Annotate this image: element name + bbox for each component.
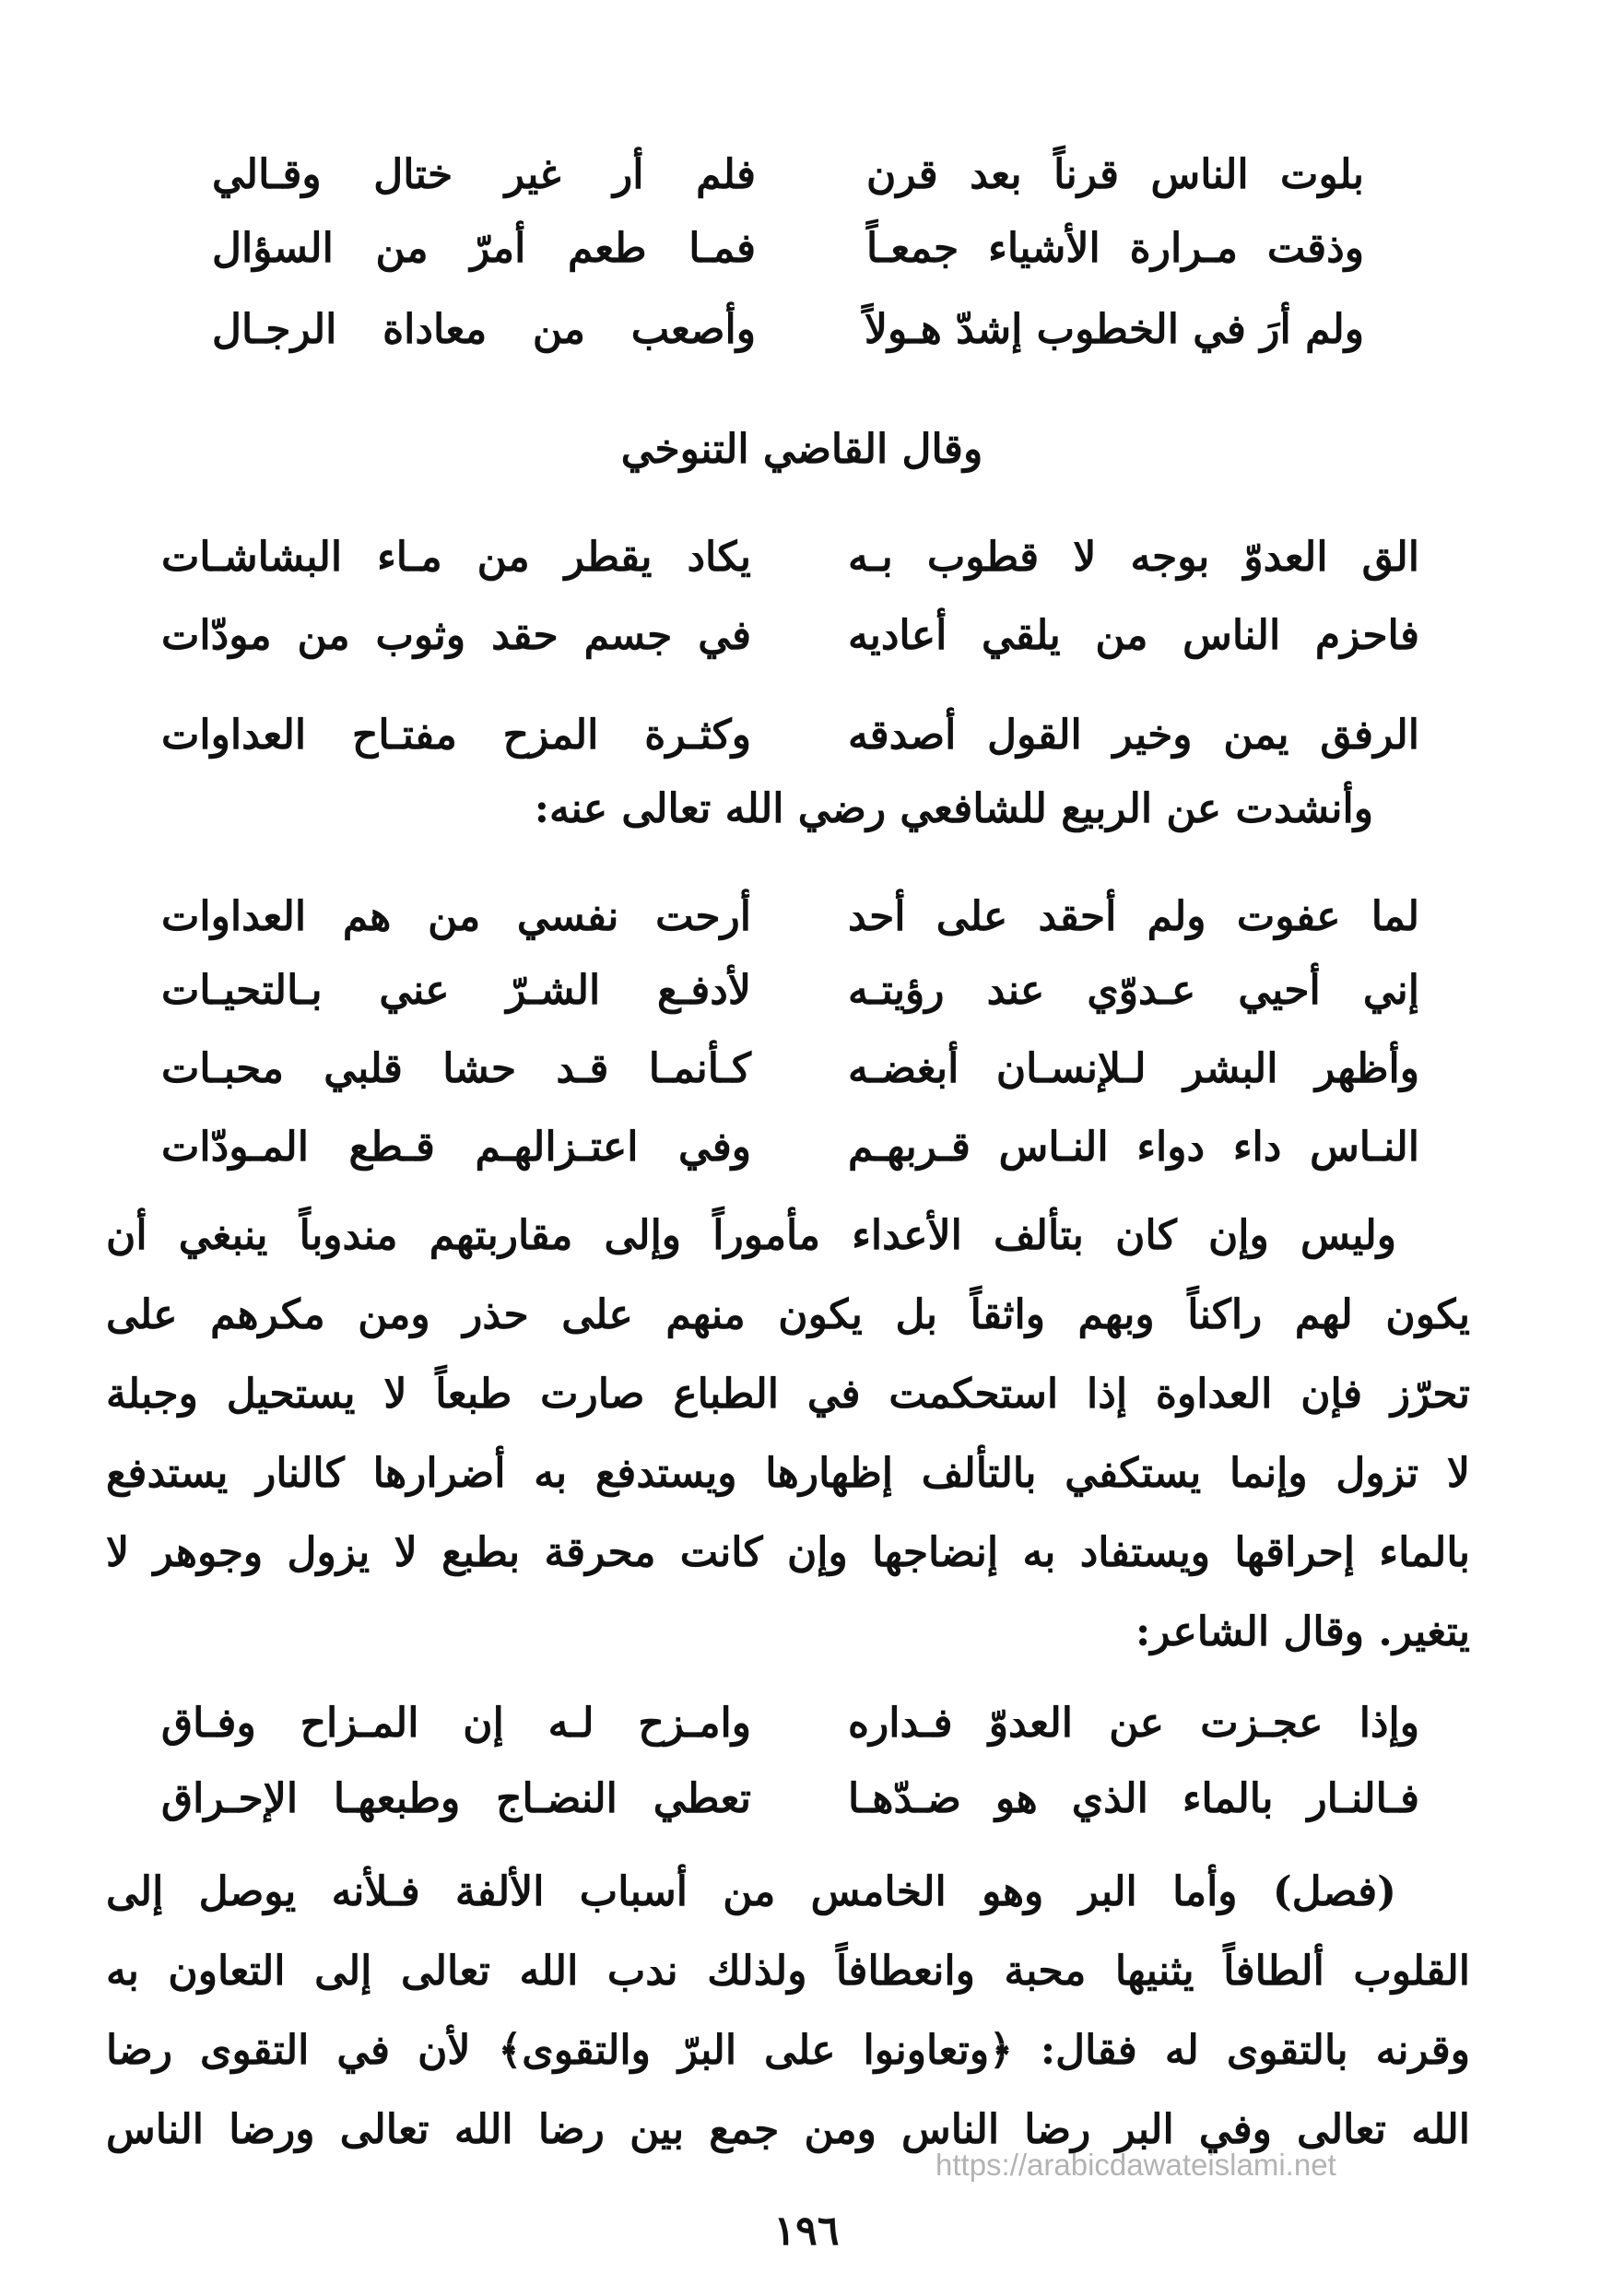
verse-second-hemistich: كـأنمـا قـد حشا قلبي محبـات — [161, 1045, 751, 1092]
verse-first-hemistich: الق العدوّ بوجه لا قطوب بـه — [848, 534, 1419, 581]
verse-second-hemistich: فمـا طعم أمرّ من السؤال — [212, 225, 756, 272]
paragraph-line: يتغير. وقال الشاعر: — [1135, 1608, 1470, 1655]
verse-second-hemistich: لأدفـع الشـرّ عني بـالتحيـات — [161, 967, 751, 1014]
paragraph-line: (فصل) وأما البر وهو الخامس من أسباب الألفة فـلأنه يوصل إلى — [106, 1868, 1396, 1915]
poem-verse — [212, 293, 1364, 367]
poem-verse — [161, 954, 1419, 1028]
verse-first-hemistich: ولم أرَ في الخطوب إشدّ هـولاً — [864, 306, 1364, 353]
poem-verse — [161, 880, 1419, 954]
verse-second-hemistich: وامـزح لـه إن المـزاح وفـاق — [161, 1700, 751, 1747]
poem-verse — [161, 521, 1419, 595]
paragraph-line: تحرّز فإن العداوة إذا استحكمت في الطباع صارت طبعاً لا يستحيل وجبلة — [106, 1371, 1470, 1418]
poem-verse — [212, 138, 1364, 212]
verse-first-hemistich: وأظهر البشر لـلإنسـان أبغضـه — [848, 1045, 1419, 1092]
page-number: ١٩٦ — [773, 2208, 840, 2255]
verse-second-hemistich: أرحت نفسي من هم العداوات — [161, 893, 751, 940]
verse-first-hemistich: لما عفوت ولم أحقد على أحد — [848, 893, 1419, 940]
paragraph-line: يكون لهم راكناً وبهم واثقاً بل يكون منهم على حذر ومن مكرهم على — [106, 1291, 1470, 1338]
poem-verse — [161, 1032, 1419, 1106]
verse-second-hemistich: يكاد يقطر من مـاء البشاشـات — [161, 534, 751, 581]
verse-second-hemistich: وفي اعتـزالهـم قـطع المـودّات — [161, 1124, 751, 1171]
poem-verse — [161, 1687, 1419, 1760]
verse-first-hemistich: بلوت الناس قرناً بعد قرن — [866, 151, 1364, 198]
watermark-url: https://arabicdawateislami.net — [935, 2148, 1336, 2182]
verse-second-hemistich: في جسم حقد وثوب من مودّات — [161, 612, 751, 659]
verse-first-hemistich: إني أحيي عـدوّي عند رؤيتـه — [848, 967, 1419, 1014]
poem-verse — [161, 1762, 1419, 1836]
verse-second-hemistich: وكثـرة المزح مفتـاح العداوات — [161, 712, 751, 759]
intro-line: وأنشدت عن الربيع للشافعي رضي الله تعالى عنه: — [534, 785, 1373, 832]
paragraph-line: القلوب ألطافاً يثنيها محبة وانعطافاً ولذلك ندب الله تعالى إلى التعاون به — [106, 1948, 1470, 1995]
paragraph-line: لا تزول وإنما يستكفي بالتألف إظهارها ويستدفع به أضرارها كالنار يستدفع — [106, 1450, 1470, 1497]
paragraph-line: وقرنه بالتقوى له فقال: ﴿وتعاونوا على البرّ والتقوى﴾ لأن في التقوى رضا — [106, 2027, 1470, 2074]
verse-first-hemistich: النـاس داء دواء النـاس قـربهـم — [848, 1124, 1419, 1171]
poem-verse — [161, 1111, 1419, 1184]
section-heading: وقال القاضي التنوخي — [620, 426, 983, 473]
verse-second-hemistich: تعطي النضـاج وطبعهـا الإحـراق — [161, 1775, 751, 1822]
paragraph-line: وليس وإن كان بتألف الأعداء مأموراً وإلى مقاربتهم مندوباً ينبغي أن — [106, 1212, 1396, 1259]
poem-verse — [161, 699, 1419, 772]
poem-verse — [161, 599, 1419, 673]
verse-second-hemistich: وأصعب من معاداة الرجـال — [212, 306, 756, 353]
paragraph-line: بالماء إحراقها ويستفاد به إنضاجها وإن كانت محرقة بطبع لا يزول وجوهر لا — [106, 1529, 1470, 1576]
verse-first-hemistich: فاحزم الناس من يلقي أعاديه — [848, 612, 1419, 659]
verse-first-hemistich: الرفق يمن وخير القول أصدقه — [848, 712, 1419, 759]
paragraph-line: الله تعالى وفي البر رضا الناس ومن جمع بين رضا الله تعالى ورضا الناس — [106, 2106, 1471, 2153]
poem-verse — [212, 212, 1364, 286]
verse-first-hemistich: وذقت مـرارة الأشياء جمعـاً — [866, 225, 1364, 272]
verse-second-hemistich: فلم أر غير ختال وقـالي — [212, 151, 756, 198]
verse-first-hemistich: فـالنـار بالماء الذي هو ضـدّهـا — [848, 1775, 1419, 1822]
verse-first-hemistich: وإذا عجـزت عن العدوّ فـداره — [848, 1700, 1419, 1747]
